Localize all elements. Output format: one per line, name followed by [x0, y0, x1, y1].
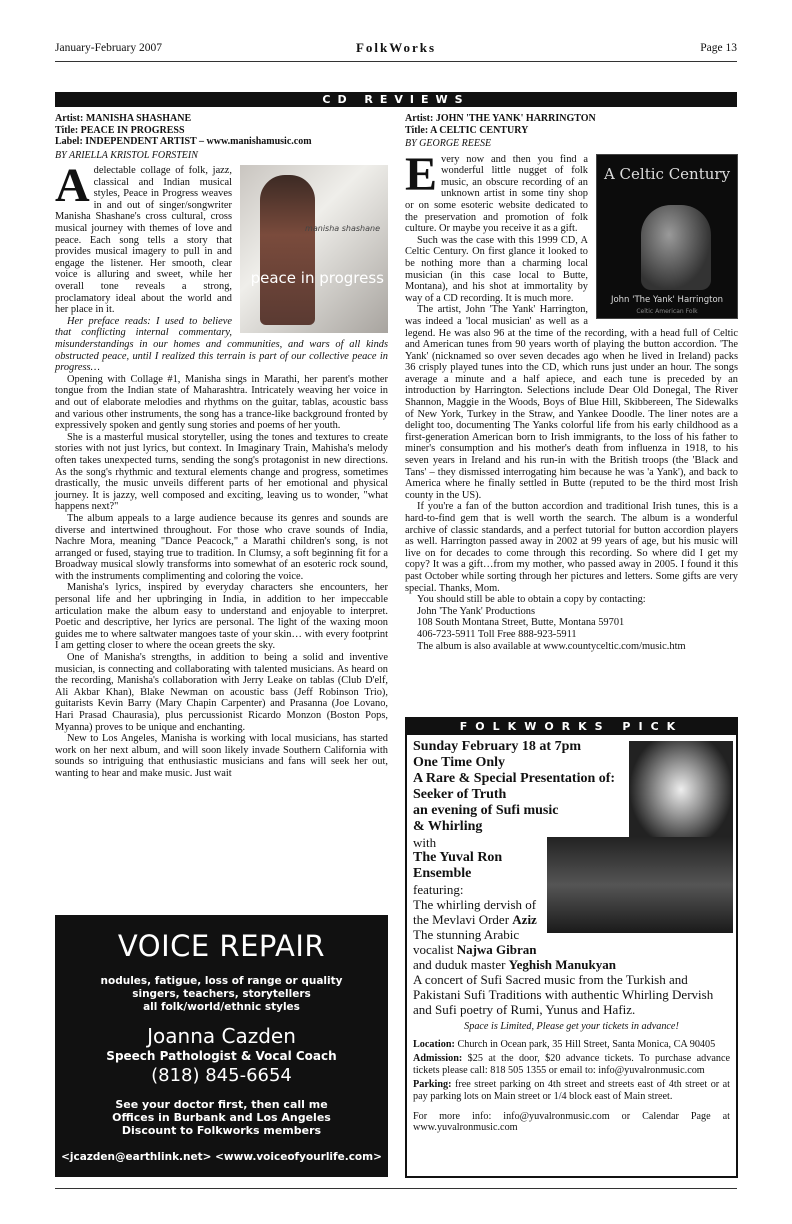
ensemble-name: The Yuval Ron	[413, 850, 503, 865]
review2-byline: BY GEORGE REESE	[405, 138, 492, 149]
review1-paragraph: New to Los Angeles, Manisha is working with local musicians, has started work on her next album, and will soon likely invade Southern California with sounds so intriguing that enthusiastic musicians and fans will seek her out, wanting to hear and make music. Just wait	[55, 733, 388, 779]
review1-paragraph: delectable collage of folk, jazz, classical and Indian musical styles, Peace in Progress weaves in and out of singer/songwriter Manisha Shashane's cross cultural, cross musical journey with themes of love and peace. Each song tells a story that provides musical imagery to pull in and engage the listener. Her smooth, clear voice is alluring and sweet, while her overall tone reveals a strong, proclamatory ideal about the world and her place in it.	[55, 165, 232, 316]
section-bar: CD REVIEWS	[55, 92, 737, 107]
parking-label: Parking:	[413, 1079, 452, 1091]
cover-title: A Celtic Century	[603, 164, 731, 183]
cover-subtitle: Celtic American Folk	[636, 307, 698, 315]
review1-paragraph: Manisha's lyrics, inspired by everyday characters she encounters, her personal life and her upbringing in India, in addition to her impeccable articulation make the album easy to understand and enjoyable to interpret. Poetic and descriptive, her lyrics are personal. The light of the waxing moon guides me to where saltwater mangoes taste of your skin… with every footprint I am getting closer to where the ocean greets the sky.	[55, 582, 388, 652]
cover-portrait	[641, 205, 711, 290]
ad-line: Discount to Folkworks members	[121, 1124, 322, 1137]
ad-headline: VOICE REPAIR	[117, 929, 326, 963]
review1-paragraph: Opening with Collage #1, Manisha sings in Marathi, her parent's mother tongue from the Indian state of Maharashtra. Intricately weaving her voice in and out of elaborate melodies and rhythms on the guitar, tablas, acoustic bass and various other instruments, the song has a trance-like background fronted by expressively spoken and gently sung stories and poems of her youth.	[55, 373, 388, 432]
bottom-rule	[55, 1188, 737, 1189]
cover-title: peace in progress	[250, 269, 384, 288]
contact-block	[405, 606, 738, 652]
space-note: Space is Limited, Please get your tickets in advance!	[464, 1021, 679, 1032]
ad-role: Speech Pathologist & Vocal Coach	[106, 1049, 337, 1063]
whirling-dervish-photo	[629, 741, 733, 849]
ad-line: See your doctor first, then call me	[115, 1098, 328, 1111]
event-line: One Time Only	[413, 755, 506, 770]
album-cover-peace-in-progress	[240, 165, 388, 333]
review2-paragraph: You should still be able to obtain a copy by contacting:	[417, 594, 646, 606]
location: Church in Ocean park, 35 Hill Street, Santa Monica, CA 90405	[457, 1038, 716, 1050]
review-manisha	[55, 113, 388, 780]
contact-line: 406-723-5911 Toll Free 888-923-5911	[417, 628, 577, 640]
review1-byline: BY ARIELLA KRISTOL FORSTEIN	[55, 149, 198, 161]
review2-paragraph: Such was the case with this 1999 CD, A Celtic Century. On first glance it looked to be nothing more than a charming local musician (in this case local to Butte, Montana), and his shot at immortality by way of a CD recording. It is much more.	[405, 234, 588, 304]
page-number: Page 13	[700, 42, 737, 54]
admission: $25 at the door, $20 advance tickets. To purchase advance tickets please call: 818 505 1355 or email to: info@yuvalronmusic.com	[413, 1053, 730, 1076]
ensemble-photo	[547, 837, 733, 933]
review1-artist: Artist: MANISHA SHASHANE	[55, 113, 192, 124]
cover-figure	[260, 175, 315, 325]
cover-artist: manisha shashane	[305, 224, 380, 234]
performer-name: Najwa Gibran	[456, 942, 537, 957]
ad-tagline: nodules, fatigue, loss of range or quality	[100, 975, 343, 987]
review1-paragraph: Her preface reads: I used to believe that conflicting internal commentary, misunderstandings in our homes and communities, and wars of all kinds obstructed peace, until I realized this terrain is part of our collective peace in progress…	[55, 315, 388, 374]
event-date: Sunday February 18 at 7pm	[413, 739, 582, 754]
event-line: with	[413, 835, 437, 850]
event-line: The whirling dervish of the Mevlavi Order	[413, 897, 537, 927]
cover-artist: John 'The Yank' Harrington	[610, 294, 724, 305]
event-line: The stunning Arabic vocalist	[413, 927, 520, 957]
review2-paragraph: If you're a fan of the button accordion and traditional Irish tunes, this is a hard-to-find gem that is well worth the search. The album is a wonderful archive of classic standards, and a perfect tutorial for button accordion players as well. Harrington passed away in 2002 at 99 years of age, but his music will live on for decades to come through this recording. So where did I get my copy? It was a gift…from my mother, who passed away in 2005. I found it this past October while sorting through her pictures and letters. Some gifts are very special. Thanks, Mom.	[405, 501, 738, 594]
review2-paragraph: The artist, John 'The Yank' Harrington, was indeed a 'local musician' as well as a legend. He was also 96 at the time of the recording, with a head full of Celtic and American tunes from 90 years worth of playing the button accordion. 'The Yank' (nicknamed so over seven decades ago when he lived in Ireland) packs 36 crisply played tunes into the CD, which runs just under an hour. The songs average a minute and a half apiece, and each tune is preceded by an introduction by Harrington. Selections include Dear Old Donegal, The River Shannon, Maggie in the Woods, Boys of Blue Hill, Skibbereen, The Sidewalks of New York, Turkey in the Straw, and Yankee Doodle. The liner notes are a delight too, documenting The Yanks colorful life from his early childhood as a first-generation American born to Irish immigrants, to the loss of his father to miner's consumption and his mother's death from influenza in 1918, to his seven years in Ireland and his run-in with the British troops (the 'Black and Tans' – they dismissed interrogating him because he was 'a Yank'), and back to America where he finally settled in Butte (reputed to be the third most Irish county in the US).	[405, 304, 738, 501]
event-line: & Whirling	[413, 819, 483, 834]
ad-line: Offices in Burbank and Los Angeles	[112, 1111, 331, 1124]
ad-tagline: all folk/world/ethnic styles	[143, 1001, 300, 1013]
page-header	[55, 36, 737, 62]
admission-label: Admission:	[413, 1053, 463, 1065]
contact-line: The album is also available at www.countyceltic.com/music.htm	[417, 640, 686, 652]
drop-cap: A	[55, 159, 90, 213]
review1-label: Label: INDEPENDENT ARTIST – www.manishamusic.com	[55, 136, 312, 147]
review1-paragraph: The album appeals to a large audience because its genres and sounds are diverse and intertwined throughout. For those who crave sounds of India, Nachre Mora, meaning "Dance Peacock," a Marathi children's song, is not arranged or fused, staying true to tradition. In Clumsy, a soft beginning fit for a Broadway musical slowly transforms into somewhat of an esoteric rock sound, with the instruments complimenting and coloring the voice.	[55, 512, 388, 582]
review1-paragraph: She is a masterful musical storyteller, using the tones and textures to create stories with not just lyrics, but context. In Imaginary Train, Mahisha's melody often takes unexpected turns, sending the song's protagonist in new directions. As the song's rhythmic and textural elements change and progress, sometimes drastically, the music unveils different parts of her emotional and physical journey. It is jazzy, well composed and exciting, leaving us to wonder, "what happens next?"	[55, 431, 388, 513]
pick-bar: FOLKWORKS PICK	[407, 719, 736, 735]
event-line: A Rare & Special Presentation of:	[413, 771, 616, 786]
contact-line: 108 South Montana Street, Butte, Montana 59701	[417, 617, 625, 629]
masthead-title: FolkWorks	[355, 40, 437, 55]
review2-paragraph: very now and then you find a wonderful little nugget of folk music, an obscure recording of an unknown artist in some tiny shop or on some esoteric website dedicated to the preservation and promotion of folk culture. Or maybe you receive it as a gift.	[405, 153, 588, 235]
voice-repair-ad	[55, 915, 388, 1177]
event-line: an evening of Sufi music	[413, 803, 559, 818]
ad-name: Joanna Cazden	[147, 1024, 296, 1048]
contact-line: John 'The Yank' Productions	[417, 605, 536, 617]
review2-title: Title: A CELTIC CENTURY	[405, 124, 529, 136]
event-title: Seeker of Truth	[413, 787, 507, 802]
review-harrington	[405, 113, 738, 652]
event-line: featuring:	[413, 882, 464, 897]
performer-name: Aziz	[512, 912, 537, 927]
parking: free street parking on 4th street and streets east of 4th street or at pay parking lots on Main street or 1/4 block east of Main street.	[413, 1079, 730, 1102]
folkworks-pick-box	[405, 717, 738, 1178]
drop-cap: E	[405, 147, 438, 201]
review1-title: Title: PEACE IN PROGRESS	[55, 124, 185, 136]
review2-artist: Artist: JOHN 'THE YANK' HARRINGTON	[405, 113, 596, 124]
performer-name: Yeghish Manukyan	[508, 957, 616, 972]
review1-paragraph: One of Manisha's strengths, in addition to being a solid and inventive musician, is connecting and collaborating with talented musicians. As heard on the recording, Manisha's collaboration with Jerry Leake on tablas (Club D'elf, Ali Akbar Khan), Blake Newman on acoustic bass (Jeff Robinson Trio), guitarists Kevin Barry (Mary Chapin Carpenter) and Prasanna (Joe Lovano, Hari Prasad Chaurasia), plus percussionist Ricardo Monzon (Boston Pops, Myanna) proves to be unique and enchanting.	[55, 652, 388, 733]
issue-date: January-February 2007	[55, 42, 162, 54]
event-line: and duduk master	[413, 957, 506, 972]
ensemble-name: Ensemble	[413, 866, 472, 881]
ad-phone: (818) 845-6654	[151, 1065, 292, 1086]
location-label: Location:	[413, 1038, 455, 1050]
ad-tagline: singers, teachers, storytellers	[132, 988, 311, 1000]
ad-contact: <jcazden@earthlink.net> <www.voiceofyourlife.com>	[61, 1151, 382, 1163]
event-description: A concert of Sufi Sacred music from the Turkish and Pakistani Sufi Traditions with authentic Whirling Dervish and Sufi poetry of Rumi, Yunus and Hafiz.	[413, 972, 714, 1017]
album-cover-celtic-century	[596, 154, 738, 319]
more-info: For more info: info@yuvalronmusic.com or Calendar Page at www.yuvalronmusic.com	[413, 1110, 730, 1134]
